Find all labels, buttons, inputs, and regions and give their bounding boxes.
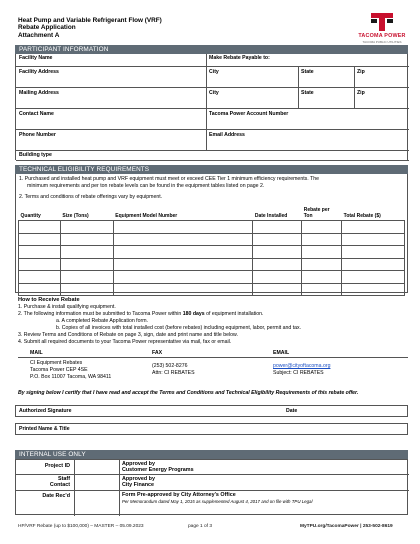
approved-by-finance: Approved by bbox=[122, 476, 155, 482]
participant-section-header: PARTICIPANT INFORMATION bbox=[15, 45, 408, 54]
col-date-installed: Date Installed bbox=[253, 208, 302, 221]
fax-attn: Attn: CI REBATES bbox=[152, 370, 195, 376]
tech-requirement-1-line-1: 1. Purchased and installed heat pump and VRF equipment must meet or exceed CEE Tier 1 minimum efficiency requirements. The bbox=[19, 176, 319, 182]
authorized-signature-field[interactable]: Authorized Signature bbox=[19, 408, 72, 414]
equipment-table bbox=[18, 208, 405, 296]
contact-name-field[interactable]: Contact Name bbox=[19, 111, 54, 117]
document-header bbox=[18, 17, 318, 39]
approved-by-finance-org: City Finance bbox=[122, 482, 155, 488]
step-4: 4. Submit all required documents to your Tacoma Power representative via mail, fax or email. bbox=[18, 339, 232, 345]
tech-requirement-2: 2. Terms and conditions of rebate offerings vary by equipment. bbox=[19, 194, 163, 200]
city-field-1[interactable]: City bbox=[209, 69, 219, 75]
logo-tagline: TACOMA PUBLIC UTILITIES bbox=[362, 40, 402, 44]
state-field-1[interactable]: State bbox=[301, 69, 314, 75]
email-address-field[interactable]: Email Address bbox=[209, 132, 245, 138]
technical-section-header: TECHNICAL ELIGIBILITY REQUIREMENTS bbox=[15, 165, 408, 174]
approved-by-cep-org: Customer Energy Programs bbox=[122, 467, 194, 473]
fax-label: FAX bbox=[152, 350, 163, 356]
project-id-label: Project ID bbox=[44, 463, 70, 469]
approved-by-cep: Approved by bbox=[122, 461, 155, 467]
phone-number-field[interactable]: Phone Number bbox=[19, 132, 56, 138]
step-1: 1. Purchase & install qualifying equipment. bbox=[18, 304, 116, 310]
how-to-title: How to Receive Rebate bbox=[18, 297, 80, 303]
participant-grid bbox=[15, 54, 408, 160]
title-line-1: Heat Pump and Variable Refrigerant Flow (VRF) bbox=[18, 17, 162, 24]
how-to-receive-section bbox=[18, 297, 408, 346]
zip-field-2[interactable]: Zip bbox=[357, 90, 365, 96]
col-model-number: Equipment Model Number bbox=[113, 208, 253, 221]
date-recd-label: Date Rec'd bbox=[42, 493, 70, 499]
form-preapproved: Form Pre-approved by City Attorney's Office bbox=[122, 492, 236, 498]
email-subject: Subject: CI REBATES bbox=[273, 370, 324, 376]
staff-label: Staff bbox=[58, 476, 70, 482]
footer-contact[interactable]: MyTPU.org/TacomaPower | 253-502-8619 bbox=[300, 524, 393, 529]
col-total-rebate: Total Rebate ($) bbox=[342, 208, 405, 221]
mail-line-3: P.O. Box 11007 Tacoma, WA 98411 bbox=[30, 374, 112, 380]
state-field-2[interactable]: State bbox=[301, 90, 314, 96]
mail-label: MAIL bbox=[30, 350, 43, 356]
mailing-address-field[interactable]: Mailing Address bbox=[19, 90, 59, 96]
fax-number: (253) 502-8276 bbox=[152, 363, 188, 369]
col-rebate-per-ton: Rebate per Ton bbox=[302, 208, 342, 221]
step-2: 2. The following information must be submitted to Tacoma Power within 180 days of equipment installation. bbox=[18, 311, 264, 317]
facility-address-field[interactable]: Facility Address bbox=[19, 69, 59, 75]
printed-name-title-field[interactable]: Printed Name & Title bbox=[19, 426, 70, 432]
table-row bbox=[19, 221, 405, 234]
col-quantity: Quantity bbox=[19, 208, 61, 221]
city-field-2[interactable]: City bbox=[209, 90, 219, 96]
tacoma-power-logo bbox=[354, 12, 410, 46]
payable-to-field[interactable]: Make Rebate Payable to: bbox=[209, 55, 270, 61]
certification-statement: By signing below I certify that I have read and accept the Terms and Conditions and Technical Eligibility Requirements of this rebate offer. bbox=[18, 390, 359, 396]
step-3: 3. Review Terms and Conditions of Rebate on page 3, sign, date and print name and title below. bbox=[18, 332, 238, 338]
date-field[interactable]: Date bbox=[286, 408, 298, 414]
step-2a: a. A completed Rebate Application form. bbox=[56, 318, 148, 324]
facility-name-field[interactable]: Facility Name bbox=[19, 55, 53, 61]
table-row bbox=[19, 246, 405, 259]
logo-brand-text: TACOMA POWER bbox=[358, 33, 406, 39]
email-link[interactable]: power@cityoftacoma.org bbox=[273, 363, 331, 369]
zip-field-1[interactable]: Zip bbox=[357, 69, 365, 75]
memo-note: Per Memorandum dated May 1, 2015 as supplemented August 4, 2017 and on file with TPU Legal bbox=[122, 499, 313, 504]
title-line-3: Attachment A bbox=[18, 31, 60, 39]
mail-line-1: CI Equipment Rebates bbox=[30, 360, 83, 366]
printed-name-row bbox=[15, 423, 408, 435]
col-size: Size (Tons) bbox=[60, 208, 113, 221]
contact-label: Contact bbox=[49, 482, 70, 488]
building-type-field[interactable]: Building type bbox=[19, 152, 52, 158]
account-number-field[interactable]: Tacoma Power Account Number bbox=[209, 111, 289, 117]
table-row bbox=[19, 283, 405, 296]
footer-form-id: HP/VRF Rebate (up to $100,000) – MASTER – 05.09.2023 bbox=[18, 524, 144, 529]
internal-use-section bbox=[15, 459, 408, 515]
email-label: EMAIL bbox=[273, 350, 290, 356]
tech-requirement-1-line-2: minimum requirements and per ton rebate levels can be found in the equipment tables listed on page 2. bbox=[27, 183, 265, 189]
step-2b: b. Copies of all invoices with total installed cost (before rebates) including equipment, labor, permit and tax. bbox=[56, 325, 302, 331]
table-row bbox=[19, 271, 405, 284]
internal-use-header: INTERNAL USE ONLY bbox=[15, 450, 408, 459]
title-line-2: Rebate Application bbox=[18, 24, 76, 32]
footer-page-number: page 1 of 3 bbox=[188, 524, 213, 529]
table-row bbox=[19, 233, 405, 246]
signature-row bbox=[15, 405, 408, 417]
mail-line-2: Tacoma Power CEP 4SE bbox=[30, 367, 88, 373]
logo-t-icon bbox=[370, 12, 394, 32]
equipment-table-header bbox=[19, 208, 405, 221]
table-row bbox=[19, 258, 405, 271]
